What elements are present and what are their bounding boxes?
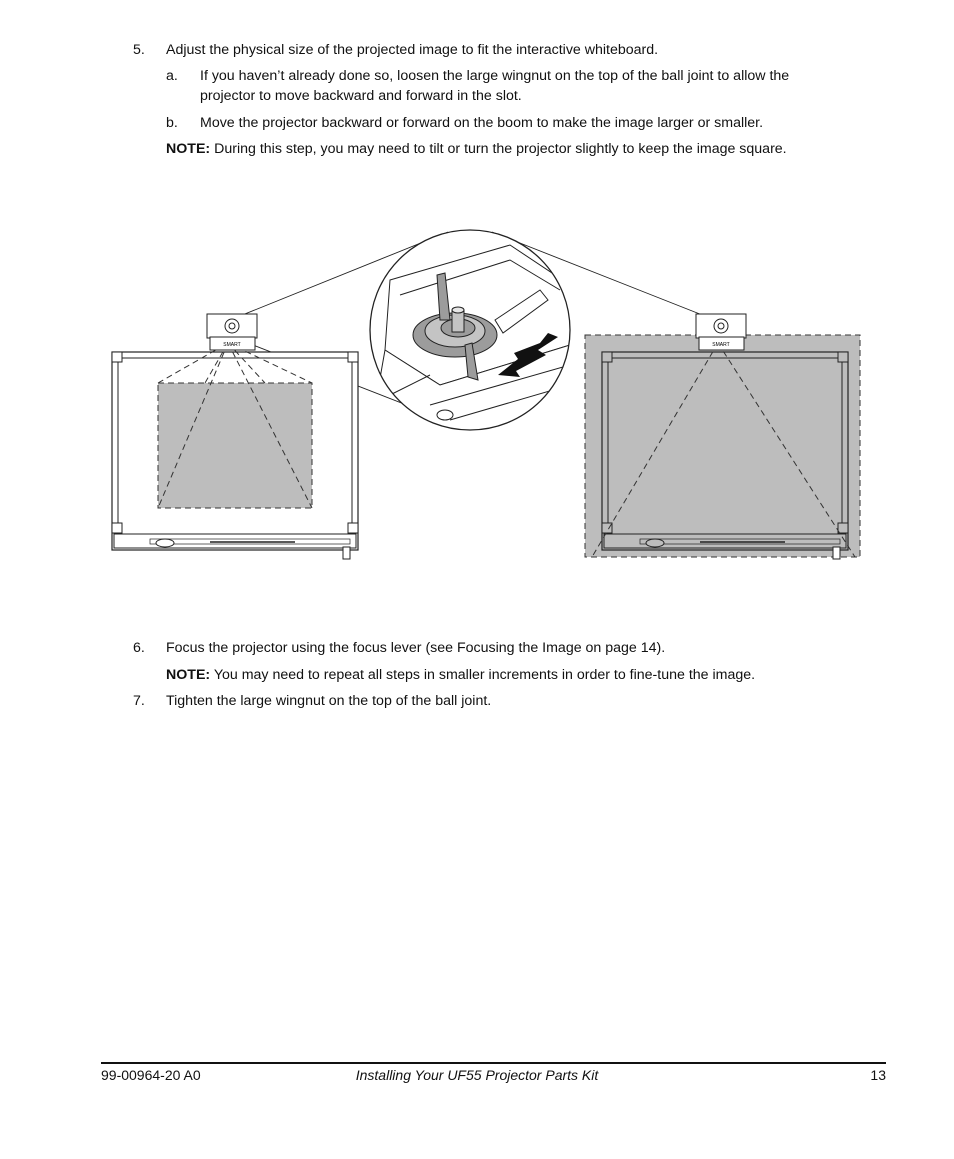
step-5a-label: a. [166, 68, 178, 84]
step-5-text: Adjust the physical size of the projected image to fit the interactive whiteboard. [166, 42, 659, 58]
projector-brand: SMART [712, 342, 730, 348]
whiteboard-small-image [112, 314, 358, 559]
step-6-note [166, 667, 755, 683]
magnified-ball-joint [370, 230, 580, 435]
step-6-text: Focus the projector using the focus lever (see Focusing the Image on page 14). [166, 640, 666, 656]
projector-adjustment-figure [100, 225, 870, 570]
step-5b-label: b. [166, 115, 178, 131]
note-label: NOTE: [166, 141, 211, 157]
step-7-text: Tighten the large wingnut on the top of the ball joint. [166, 693, 492, 709]
note-text: You may need to repeat all steps in smaller increments in order to fine-tune the image. [213, 667, 756, 683]
footer-title: Installing Your UF55 Projector Parts Kit [355, 1067, 599, 1083]
step-5a-line-1: If you haven’t already done so, loosen the large wingnut on the top of the ball joint to allow the [200, 68, 790, 84]
step-7-number: 7. [133, 693, 145, 709]
note-text: During this step, you may need to tilt or turn the projector slightly to keep the image square. [214, 141, 787, 157]
note-label: NOTE: [166, 667, 211, 683]
whiteboard-large-image [585, 314, 860, 559]
step-5b-text: Move the projector backward or forward on the boom to make the image larger or smaller. [200, 115, 764, 131]
step-6-number: 6. [133, 640, 145, 656]
step-5-number: 5. [133, 42, 145, 58]
step-5-note [166, 141, 787, 157]
step-5a-line-2: projector to move backward and forward in the slot. [200, 88, 522, 104]
footer-doc-number: 99-00964-20 A0 [101, 1067, 201, 1083]
footer-page-number: 13 [870, 1067, 886, 1083]
footer-rule [101, 1062, 886, 1064]
step-5a-text [200, 66, 789, 106]
projector-brand: SMART [223, 342, 241, 348]
